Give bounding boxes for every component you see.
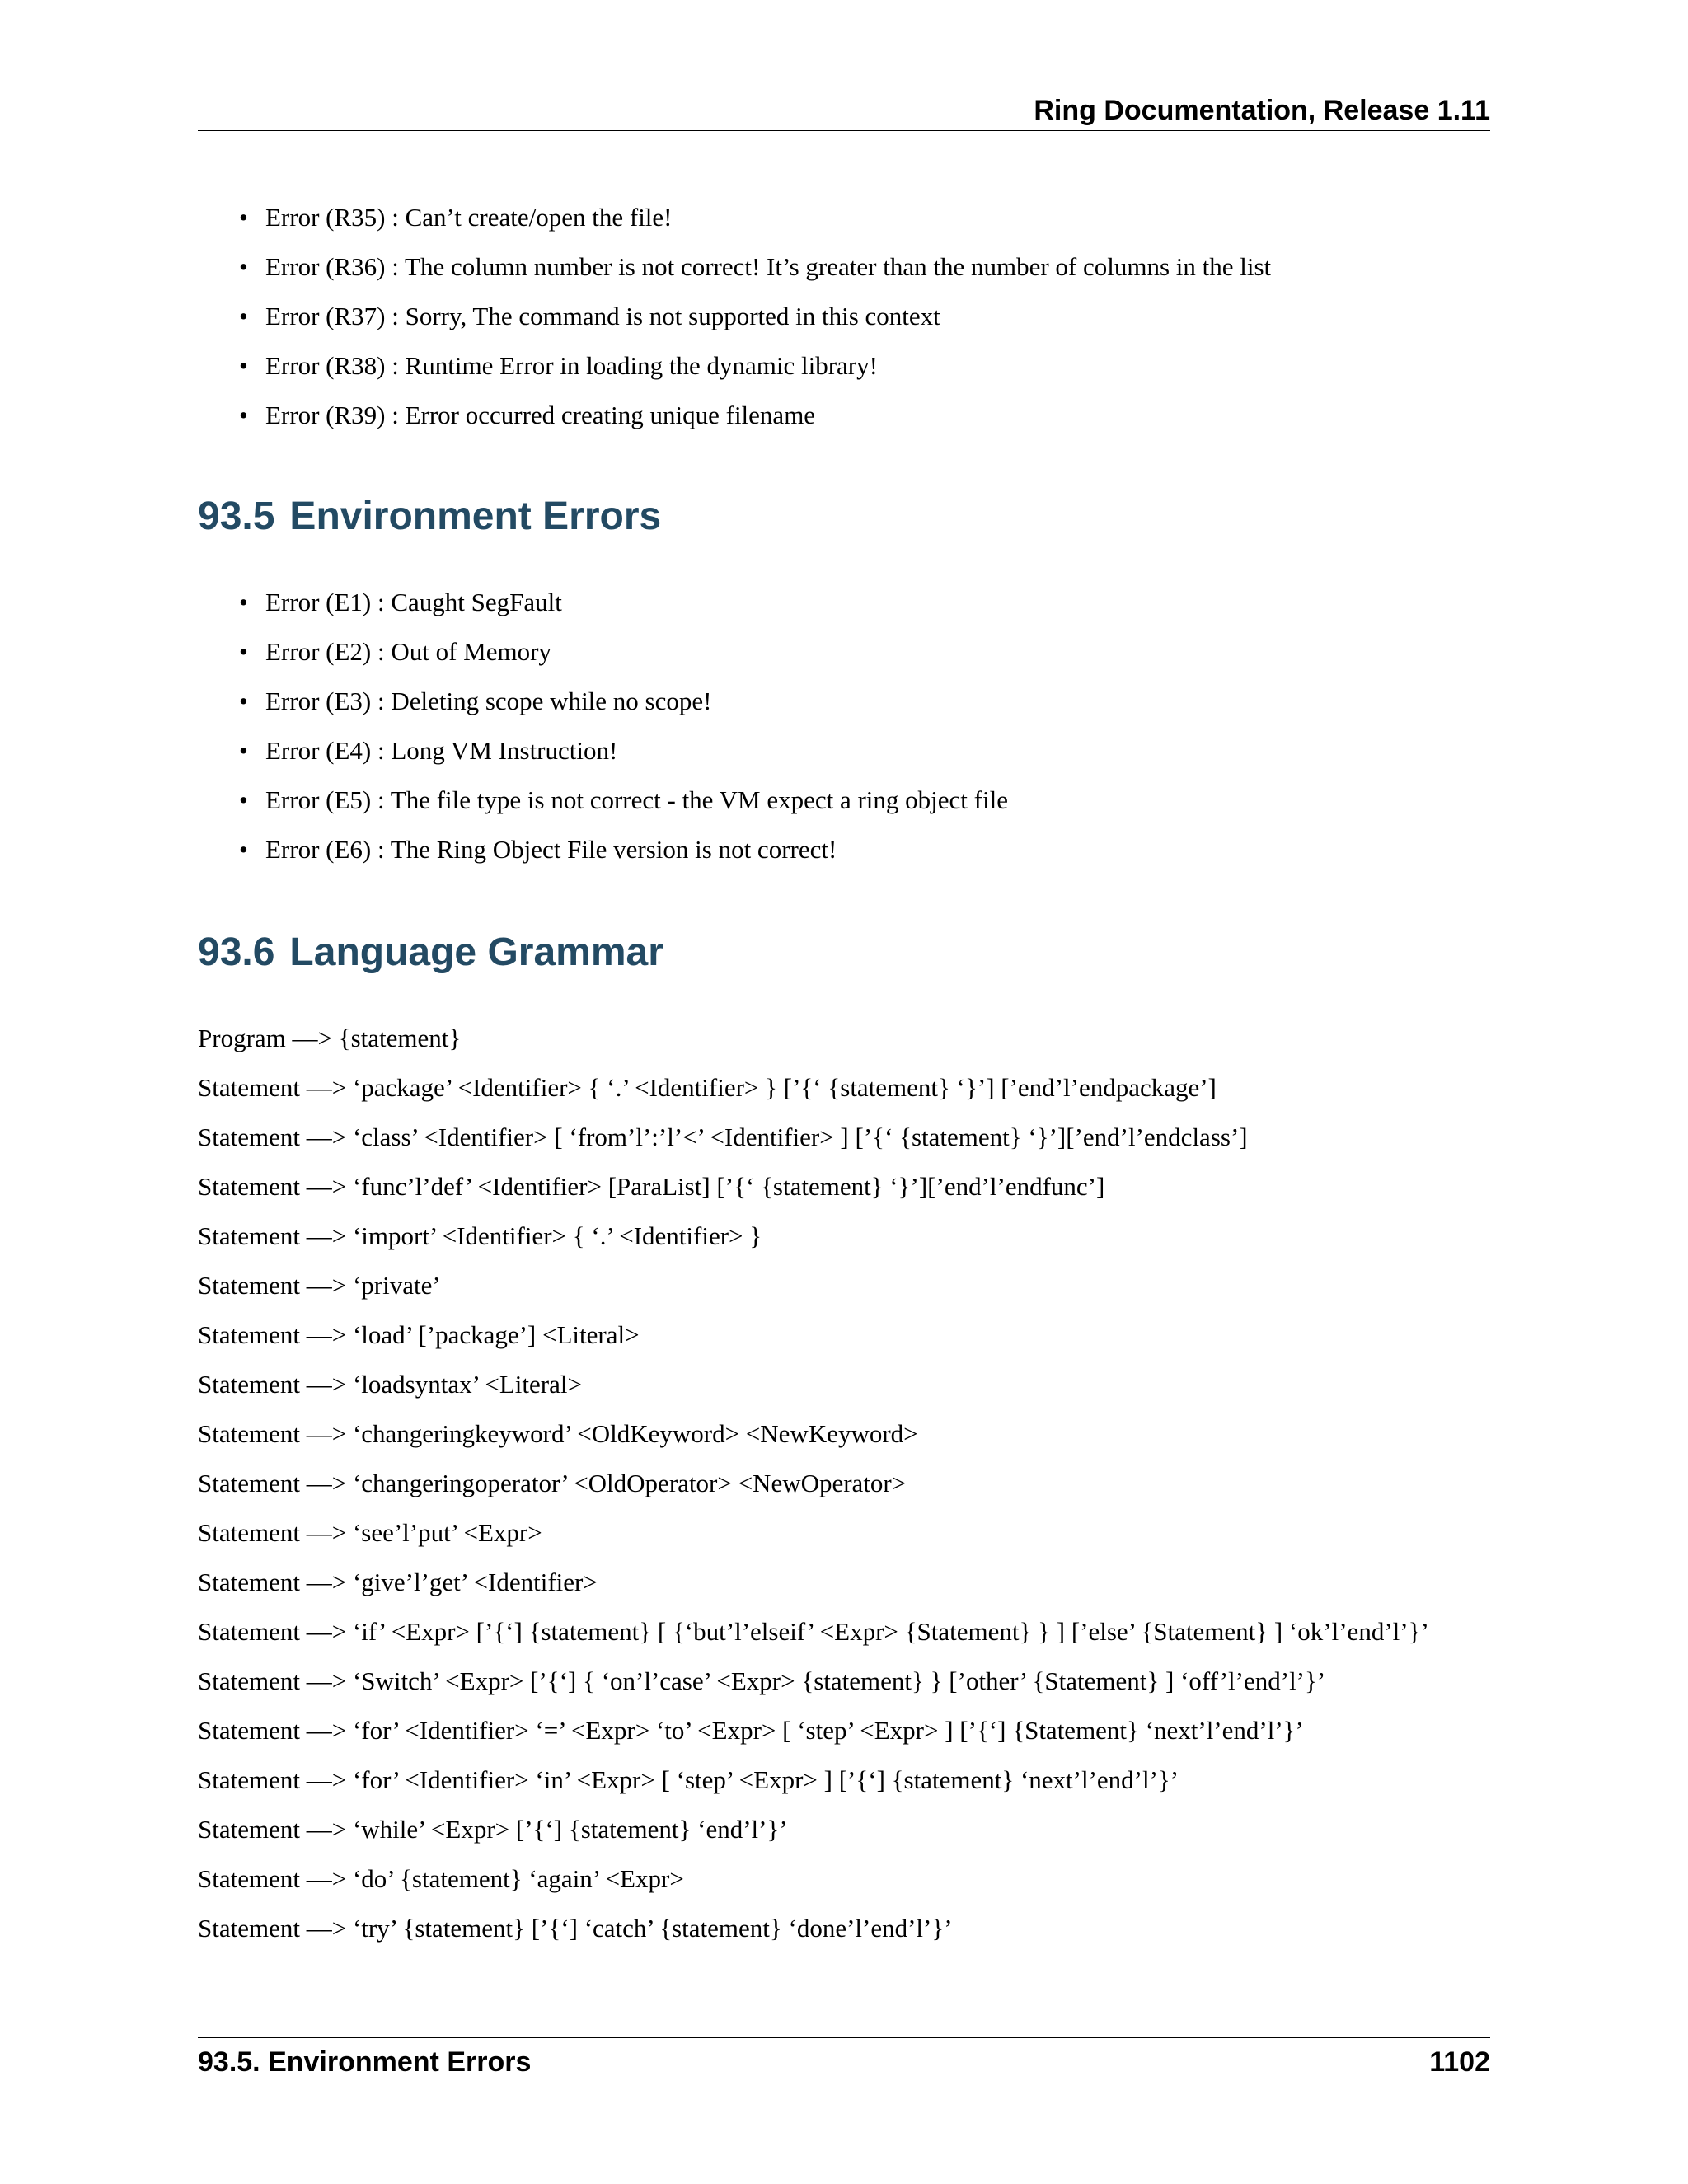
grammar-rule: Statement —> ‘give’l’get’ <Identifier>: [198, 1568, 598, 1596]
grammar-rule: Statement —> ‘while’ <Expr> [’{‘] {statement} ‘end’l’}’: [198, 1815, 788, 1844]
list-item: • Error (E6) : The Ring Object File version is not correct!: [239, 833, 1008, 866]
grammar-rule: Statement —> ‘load’ [’package’] <Literal>: [198, 1320, 640, 1349]
list-item: • Error (E1) : Caught SegFault: [239, 586, 1008, 619]
section-heading-language-grammar: [198, 928, 663, 977]
grammar-rule: Statement —> ‘class’ <Identifier> [ ‘from’l’:’l’<’ <Identifier> ] [’{‘ {statement} ‘}’][’end’l’endclass’]: [198, 1122, 1248, 1151]
list-item: • Error (R38) : Runtime Error in loading the dynamic library!: [239, 349, 1271, 382]
list-item: • Error (E4) : Long VM Instruction!: [239, 734, 1008, 767]
list-item: • Error (R36) : The column number is not correct! It’s greater than the number of columns in the list: [239, 251, 1271, 284]
grammar-rule: Statement —> ‘loadsyntax’ <Literal>: [198, 1370, 582, 1399]
section-number: 93.5: [198, 494, 275, 538]
grammar-rule: Statement —> ‘changeringoperator’ <OldOperator> <NewOperator>: [198, 1469, 907, 1497]
grammar-rule: Statement —> ‘package’ <Identifier> { ‘.’ <Identifier> } [’{‘ {statement} ‘}’] [’end’l’endpackage’]: [198, 1073, 1217, 1102]
list-item: • Error (R37) : Sorry, The command is not supported in this context: [239, 300, 1271, 333]
section-title: Environment Errors: [289, 494, 662, 538]
list-item: • Error (R35) : Can’t create/open the file!: [239, 201, 1271, 234]
grammar-rule: Statement —> ‘see’l’put’ <Expr>: [198, 1518, 542, 1547]
list-item: • Error (R39) : Error occurred creating unique filename: [239, 399, 1271, 432]
grammar-rule: Statement —> ‘import’ <Identifier> { ‘.’ <Identifier> }: [198, 1221, 762, 1250]
page-number: 1102: [1429, 2046, 1490, 2078]
grammar-rule: Program —> {statement}: [198, 1024, 462, 1052]
list-item: • Error (E3) : Deleting scope while no scope!: [239, 685, 1008, 718]
runtime-errors-list: [239, 201, 1271, 448]
section-title: Language Grammar: [289, 930, 663, 974]
grammar-rules: [198, 1022, 1490, 1961]
running-header: Ring Documentation, Release 1.11: [1034, 95, 1490, 126]
grammar-rule: Statement —> ‘for’ <Identifier> ‘in’ <Expr> [ ‘step’ <Expr> ] [’{‘] {statement} ‘next’l’end’l’}’: [198, 1765, 1179, 1794]
grammar-rule: Statement —> ‘Switch’ <Expr> [’{‘] { ‘on’l’case’ <Expr> {statement} } [’other’ {Statement} ] ‘off’l’end’l’}’: [198, 1666, 1326, 1695]
grammar-rule: Statement —> ‘do’ {statement} ‘again’ <Expr>: [198, 1864, 684, 1893]
environment-errors-list: [239, 586, 1008, 883]
grammar-rule: Statement —> ‘if’ <Expr> [’{‘] {statement} [ {‘but’l’elseif’ <Expr> {Statement} } ] [’else’ {Statement} ] ‘ok’l’end’l’}’: [198, 1617, 1429, 1646]
list-item: • Error (E2) : Out of Memory: [239, 635, 1008, 668]
section-number: 93.6: [198, 930, 275, 974]
list-item: • Error (E5) : The file type is not correct - the VM expect a ring object file: [239, 784, 1008, 817]
grammar-rule: Statement —> ‘try’ {statement} [’{‘] ‘catch’ {statement} ‘done’l’end’l’}’: [198, 1914, 953, 1943]
footer-divider: [198, 2037, 1490, 2038]
header-divider: [198, 130, 1490, 131]
document-page: [198, 0, 1490, 2184]
section-heading-environment-errors: [198, 492, 661, 541]
grammar-rule: Statement —> ‘private’: [198, 1271, 441, 1300]
footer-section-title: 93.5. Environment Errors: [198, 2046, 532, 2078]
grammar-rule: Statement —> ‘func’l’def’ <Identifier> [ParaList] [’{‘ {statement} ‘}’][’end’l’endfunc’]: [198, 1172, 1105, 1201]
grammar-rule: Statement —> ‘changeringkeyword’ <OldKeyword> <NewKeyword>: [198, 1419, 918, 1448]
grammar-rule: Statement —> ‘for’ <Identifier> ‘=’ <Expr> ‘to’ <Expr> [ ‘step’ <Expr> ] [’{‘] {Statement} ‘next’l’end’l’}’: [198, 1716, 1304, 1745]
